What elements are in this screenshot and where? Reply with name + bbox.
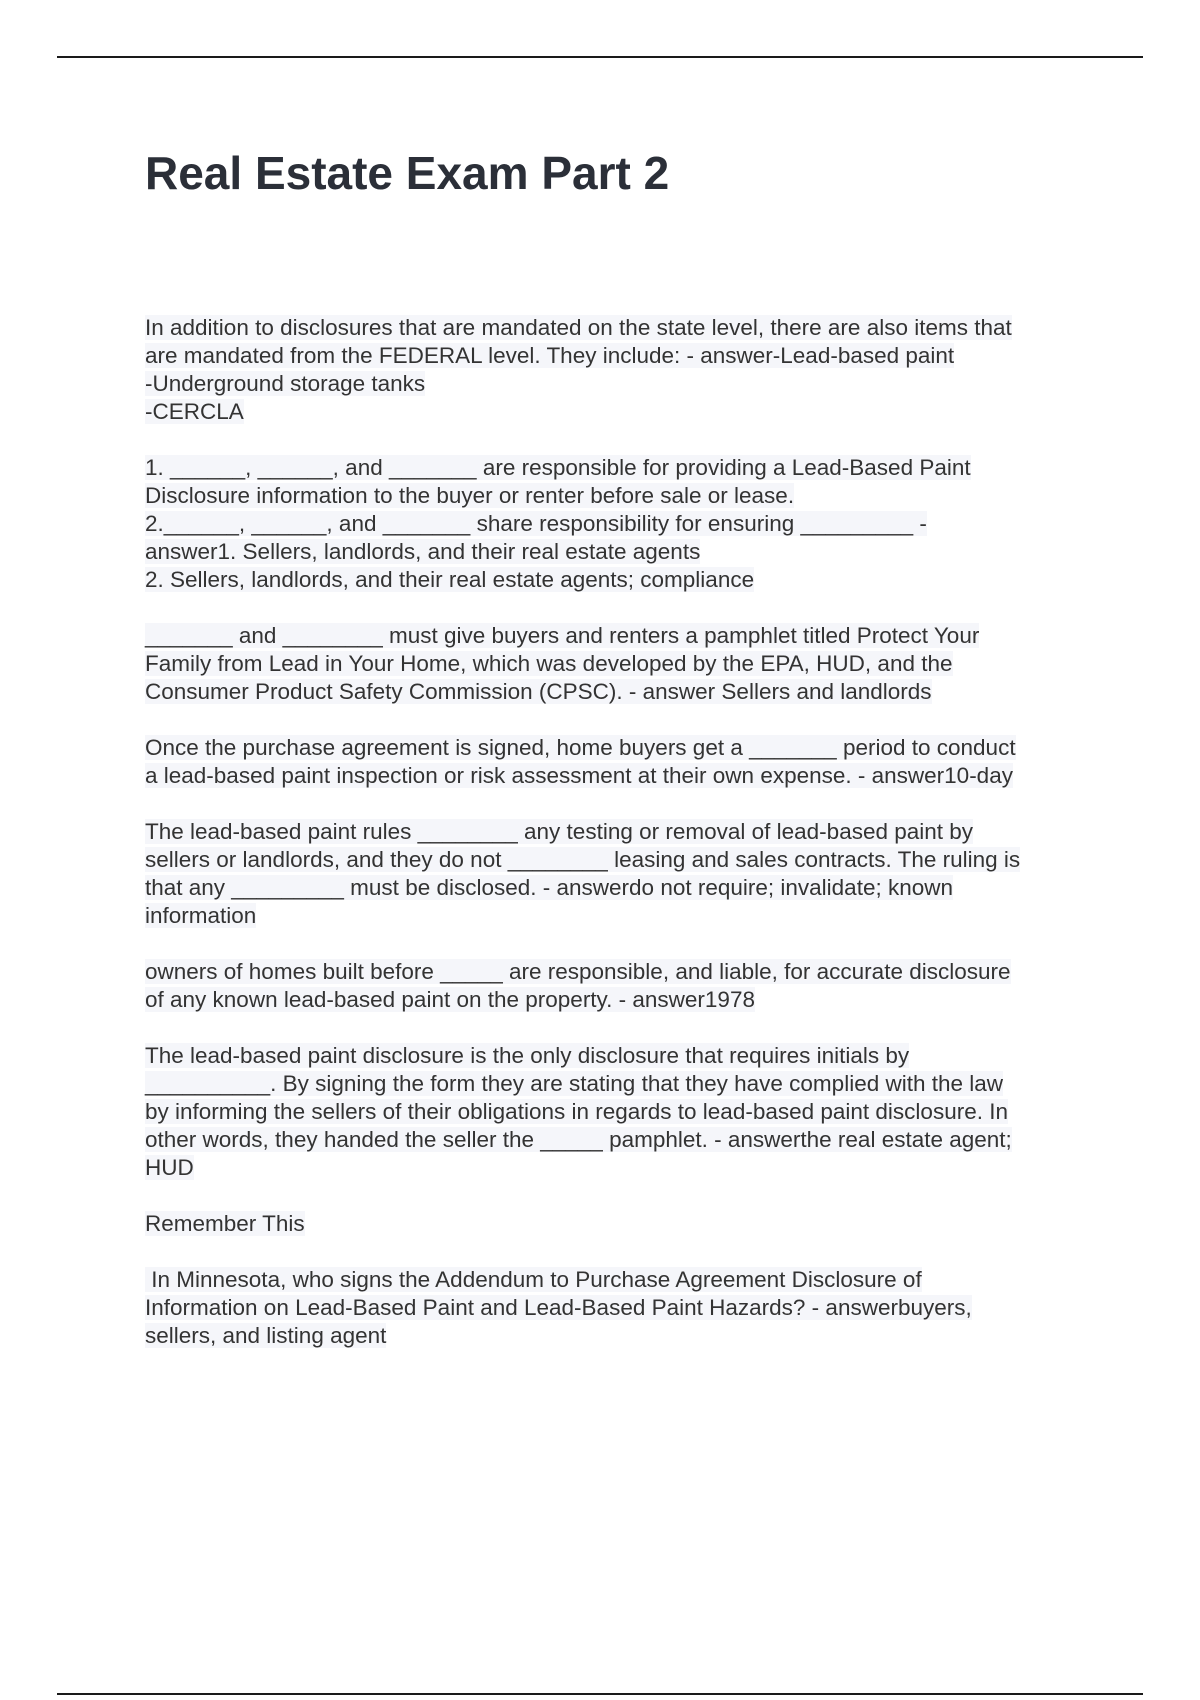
line-text: -CERCLA [145,399,244,424]
line-text: _______ and ________ must give buyers and renters a pamphlet titled Protect Your [145,623,980,648]
paragraph-line [145,1322,1090,1350]
paragraph-line [145,902,1090,930]
qa-paragraph [145,1042,1090,1182]
top-rule [57,56,1143,58]
line-text: sellers or landlords, and they do not ________ leasing and sales contracts. The ruling is [145,847,1021,872]
line-text: owners of homes built before _____ are responsible, and liable, for accurate disclosure [145,959,1011,984]
line-text: HUD [145,1155,194,1180]
paragraph-line [145,1294,1090,1322]
qa-paragraph [145,1210,1090,1238]
line-text: answer1. Sellers, landlords, and their real estate agents [145,539,701,564]
paragraph-line [145,482,1090,510]
qa-paragraph [145,818,1090,930]
qa-paragraph [145,1266,1090,1350]
paragraph-line [145,846,1090,874]
paragraph-line [145,1154,1090,1182]
line-text: Disclosure information to the buyer or renter before sale or lease. [145,483,795,508]
paragraph-line [145,650,1090,678]
line-text: are mandated from the FEDERAL level. They include: - answer-Lead-based paint [145,343,955,368]
line-text: other words, they handed the seller the _____ pamphlet. - answerthe real estate agent; [145,1127,1012,1152]
qa-paragraph [145,734,1090,790]
paragraph-line [145,1070,1090,1098]
line-text: __________. By signing the form they are stating that they have complied with the law [145,1071,1004,1096]
line-text: Family from Lead in Your Home, which was developed by the EPA, HUD, and the [145,651,953,676]
line-text: In addition to disclosures that are mandated on the state level, there are also items that [145,315,1012,340]
line-text: In Minnesota, who signs the Addendum to Purchase Agreement Disclosure of [145,1267,922,1292]
line-text: of any known lead-based paint on the property. - answer1978 [145,987,755,1012]
line-text: Consumer Product Safety Commission (CPSC). - answer Sellers and landlords [145,679,932,704]
line-text: Information on Lead-Based Paint and Lead-Based Paint Hazards? - answerbuyers, [145,1295,972,1320]
qa-paragraph [145,314,1090,426]
line-text: Once the purchase agreement is signed, home buyers get a _______ period to conduct [145,735,1016,760]
paragraph-line [145,818,1090,846]
line-text: information [145,903,257,928]
paragraph-line [145,1042,1090,1070]
paragraph-line [145,510,1090,538]
line-text: -Underground storage tanks [145,371,426,396]
paragraph-line [145,986,1090,1014]
qa-paragraph [145,454,1090,594]
line-text: 2. Sellers, landlords, and their real estate agents; compliance [145,567,755,592]
paragraph-line [145,958,1090,986]
paragraph-line [145,762,1090,790]
paragraph-line [145,566,1090,594]
paragraph-line [145,1098,1090,1126]
line-text: 1. ______, ______, and _______ are responsible for providing a Lead-Based Paint [145,455,971,480]
paragraph-line [145,678,1090,706]
paragraph-line [145,454,1090,482]
paragraph-line [145,342,1090,370]
paragraph-line [145,370,1090,398]
line-text: 2.______, ______, and _______ share responsibility for ensuring _________ - [145,511,927,536]
line-text: The lead-based paint disclosure is the only disclosure that requires initials by [145,1043,910,1068]
document-body [145,314,1090,1378]
paragraph-line [145,1126,1090,1154]
qa-paragraph [145,622,1090,706]
line-text: The lead-based paint rules ________ any testing or removal of lead-based paint by [145,819,974,844]
paragraph-line [145,1210,1090,1238]
line-text: a lead-based paint inspection or risk assessment at their own expense. - answer10-day [145,763,1013,788]
qa-paragraph [145,958,1090,1014]
paragraph-line [145,874,1090,902]
line-text: that any _________ must be disclosed. - answerdo not require; invalidate; known [145,875,954,900]
paragraph-line [145,398,1090,426]
page-title: Real Estate Exam Part 2 [145,147,670,199]
line-text: Remember This [145,1211,305,1236]
paragraph-line [145,734,1090,762]
paragraph-line [145,622,1090,650]
paragraph-line [145,314,1090,342]
line-text: by informing the sellers of their obligations in regards to lead-based paint disclosure. In [145,1099,1008,1124]
bottom-rule [57,1693,1143,1695]
paragraph-line [145,1266,1090,1294]
line-text: sellers, and listing agent [145,1323,387,1348]
paragraph-line [145,538,1090,566]
